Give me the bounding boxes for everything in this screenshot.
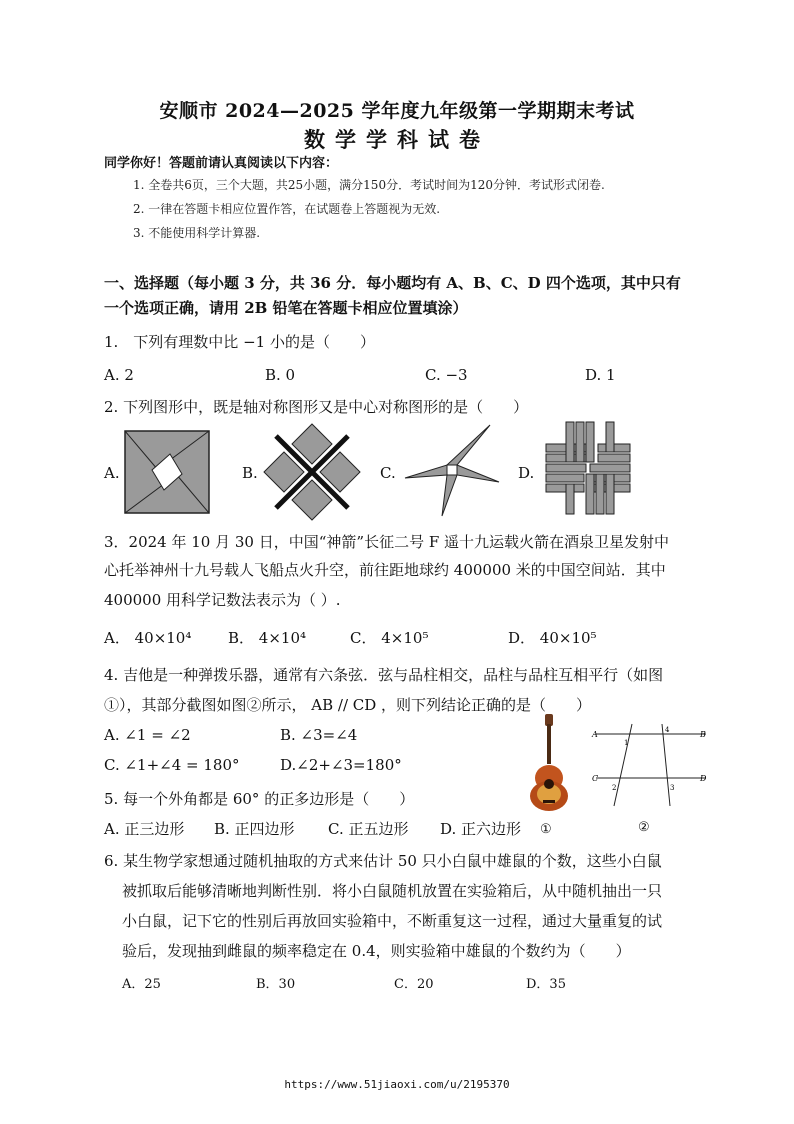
note-1: 1. 全卷共6页，三个大题，共25小题，满分150分．考试时间为120分钟．考试形式闭卷. — [133, 178, 605, 192]
q2-figure-c — [402, 420, 502, 520]
q6-line-4: 验后，发现抽到雌鼠的频率稳定在 0.4，则实验箱中雄鼠的个数约为（ ） — [122, 942, 631, 960]
diagram-angle-4: 4 — [665, 726, 670, 734]
diagram-angle-3: 3 — [670, 784, 675, 792]
q2-figure-a — [124, 430, 210, 514]
diagram-label-b: B — [700, 730, 706, 739]
diagram-angle-2: 2 — [612, 784, 617, 792]
q2-label-c: C. — [380, 464, 396, 482]
q2-label-b: B. — [242, 464, 258, 482]
q3-line-2: 心托举神州十九号载人飞船点火升空，前往距地球约 400000 米的中国空间站．其中 — [104, 561, 666, 579]
parallel-lines-diagram — [588, 720, 712, 810]
figure-1-label: ① — [540, 822, 552, 837]
q2-stem: 2. 下列图形中，既是轴对称图形又是中心对称图形的是（ ） — [104, 398, 529, 416]
section1-heading-line2: 一个选项正确，请用 2B 铅笔在答题卡相应位置填涂） — [104, 299, 468, 317]
diagram-label-d: D — [700, 774, 707, 783]
q4-option-b: B. ∠3=∠4 — [280, 726, 358, 744]
q6-option-b: B．30 — [256, 977, 296, 992]
q5-option-c: C. 正五边形 — [328, 820, 409, 838]
q1-option-a: A. 2 — [104, 366, 134, 384]
q2-figure-b — [262, 422, 362, 522]
q3-line-3: 400000 用科学记数法表示为（ ）. — [104, 591, 341, 609]
q6-option-a: A．25 — [122, 977, 161, 992]
q2-label-a: A. — [104, 464, 120, 482]
note-2: 2. 一律在答题卡相应位置作答，在试题卷上答题视为无效. — [133, 202, 441, 216]
q4-line-1: 4. 吉他是一种弹拨乐器，通常有六条弦．弦与品柱相交，品柱与品柱互相平行（如图 — [104, 666, 664, 684]
q6-line-1: 6. 某生物学家想通过随机抽取的方式来估计 50 只小白鼠中雄鼠的个数，这些小白鼠 — [104, 852, 662, 870]
q6-option-c: C．20 — [394, 977, 434, 992]
q3-option-b: B． 4×10⁴ — [228, 629, 307, 647]
q6-line-2: 被抓取后能够清晰地判断性别．将小白鼠随机放置在实验箱后，从中随机抽出一只 — [122, 882, 663, 900]
q2-label-d: D. — [518, 464, 535, 482]
diagram-label-a: A — [592, 730, 598, 739]
q3-option-a: A． 40×10⁴ — [104, 629, 192, 647]
q1-option-c: C. −3 — [425, 366, 468, 384]
q5-option-d: D. 正六边形 — [440, 820, 522, 838]
note-3: 3. 不能使用科学计算器. — [133, 226, 261, 240]
footer-link[interactable]: https://www.51jiaoxi.com/u/2195370 — [284, 1078, 510, 1091]
q6-line-3: 小白鼠，记下它的性别后再放回实验箱中，不断重复这一过程，通过大量重复的试 — [122, 912, 663, 930]
q3-line-1: 3．2024 年 10 月 30 日，中国“神箭”长征二号 F 遥十九运载火箭在酒泉卫星发射中 — [104, 533, 670, 551]
q3-option-d: D． 40×10⁵ — [508, 629, 597, 647]
diagram-label-c: C — [592, 774, 599, 783]
q5-option-a: A. 正三边形 — [104, 820, 185, 838]
q1-stem: 1. 下列有理数中比 −1 小的是（ ） — [104, 333, 375, 351]
guitar-image — [524, 712, 574, 812]
q4-option-c: C. ∠1+∠4 = 180° — [104, 756, 240, 774]
q3-option-c: C． 4×10⁵ — [350, 629, 429, 647]
q4-option-d: D.∠2+∠3=180° — [280, 756, 402, 774]
greeting: 同学你好！答题前请认真阅读以下内容： — [104, 156, 339, 171]
q1-option-d: D. 1 — [585, 366, 616, 384]
q5-option-b: B. 正四边形 — [214, 820, 295, 838]
q4-line-2: ①），其部分截图如图②所示， AB // CD ，则下列结论正确的是（ ） — [104, 696, 592, 714]
exam-subtitle: 数学学科试卷 — [304, 127, 490, 152]
q1-option-b: B. 0 — [265, 366, 296, 384]
section1-heading-line1: 一、选择题（每小题 3 分，共 36 分．每小题均有 A、B、C、D 四个选项，其中只有 — [104, 274, 681, 292]
q5-stem: 5. 每一个外角都是 60° 的正多边形是（ ） — [104, 790, 415, 808]
exam-title: 安顺市 2024—2025 学年度九年级第一学期期末考试 — [159, 100, 635, 122]
q2-figure-d — [540, 418, 636, 518]
diagram-angle-1: 1 — [624, 739, 629, 747]
figure-2-label: ② — [638, 820, 650, 835]
q4-option-a: A. ∠1 = ∠2 — [104, 726, 191, 744]
q6-option-d: D．35 — [526, 977, 566, 992]
